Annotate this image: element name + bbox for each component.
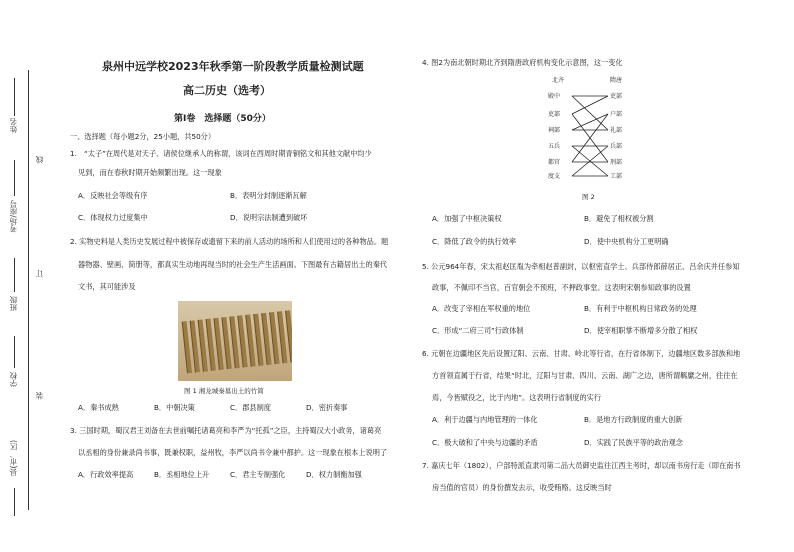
binding-line (28, 70, 29, 510)
binding-mark-ding: 订 (35, 270, 44, 278)
diagram-right-4: 刑部 (610, 159, 623, 166)
diagram-left-3: 五兵 (548, 143, 561, 150)
q3-line2: 以丞相的身份兼录尚书事，既兼权职，益州牧，李严以尚书令兼中都护。这一现象在根本上说明了 (78, 448, 388, 457)
q4-option-d[interactable]: D．使中央机构分工更明确 (584, 237, 669, 246)
q3-option-c[interactable]: C．君主专制强化 (230, 470, 286, 479)
q1-option-c[interactable]: C．体现权力过度集中 (78, 213, 148, 222)
q5-line1: 5. 公元964年春，宋太祖赵匡胤为牵相赵普副封，以枢密直学士、兵部侍郎薛居正、吕余庆并任参知 (422, 262, 740, 271)
diagram-left-2: 祠部 (548, 127, 561, 134)
q7-line2: 房当值的官员）的身份撰发去示，收受贿赂。这反映当时 (432, 483, 612, 492)
q6-option-b[interactable]: B．是地方行政制度的重大创新 (584, 415, 683, 424)
q6-option-d[interactable]: D．实践了民族平等的政治观念 (584, 438, 683, 447)
seat-label: 考场/座号 (9, 200, 18, 233)
q4-line1: 4. 图2为南北朝时期北齐到隋唐政府机构变化示意图，这一变化 (422, 58, 623, 67)
q5-option-b[interactable]: B．有利于中枢机构日常政务的处理 (584, 304, 697, 313)
q3-option-b[interactable]: B．丞相地位上升 (154, 470, 210, 479)
q5-option-c[interactable]: C．形成“二府三司”行政体制 (432, 326, 524, 335)
q5-line2: 政事，不佩印不当官，百官朝会不预班，不押政事堂。这表明宋朝参知政事的设置 (432, 283, 691, 292)
diagram-left-4: 都官 (548, 159, 561, 166)
q7-line1: 7. 嘉庆七年（1802），户部特派直隶司第二品大员御史监往江西主考时，却以南书房行走（即在南书 (422, 461, 741, 470)
seat-blank[interactable] (14, 160, 15, 196)
school-blank[interactable] (14, 336, 15, 368)
q6-line3: 焉，今皆赋役之，比于内地”。这表明行省制度的实行 (432, 393, 602, 402)
q5-option-d[interactable]: D．使宰相职掌不断增多分散了相权 (584, 326, 698, 335)
q4-option-b[interactable]: B．避免了相权被分割 (584, 214, 654, 223)
diagram-right-2: 礼部 (610, 127, 623, 134)
name-label: 姓名 (9, 118, 18, 133)
diagram-right-3: 兵部 (610, 143, 623, 150)
diagram-left-1: 吏部 (548, 111, 561, 118)
q3-option-a[interactable]: A．行政效率提高 (78, 470, 134, 479)
figure2-caption: 图 2 (582, 193, 595, 201)
figure1-caption: 图 1 湘龙城秦墓出土的竹简 (184, 387, 264, 395)
q1-option-d[interactable]: D．说明宗法制遭到破坏 (230, 213, 308, 222)
diagram-left-header: 北齐 (552, 77, 565, 84)
q2-option-d[interactable]: D．密折奏事 (306, 403, 348, 412)
school-label: 学校 (9, 372, 18, 387)
county-label: 县(市、区) (9, 440, 18, 476)
diagram-left-5: 度支 (548, 173, 561, 180)
q6-line2: 方首领直属于行省，结果“时北，辽阳与甘肃、四川、云南、湖广之边，唐所谓羁縻之州，往往在 (432, 371, 738, 380)
bamboo-slips-photo (178, 301, 292, 381)
instructions: 一、选择题（每小题2分，25小题，共50分） (70, 132, 216, 141)
q2-line3: 文书，其可能涉及 (78, 282, 136, 291)
binding-mark-zhuang: 装 (35, 392, 44, 400)
class-label: 班级 (9, 296, 18, 311)
diagram-right-5: 工部 (610, 173, 623, 180)
diagram-right-1: 户部 (610, 111, 623, 118)
q3-option-d[interactable]: D．权力制衡加强 (306, 470, 362, 479)
q2-option-a[interactable]: A．秦书成熟 (78, 403, 119, 412)
q2-option-b[interactable]: B．中朝决策 (154, 403, 195, 412)
name-blank[interactable] (14, 78, 15, 116)
diagram-right-0: 吏部 (610, 93, 623, 100)
class-blank[interactable] (14, 258, 15, 292)
q1-option-a[interactable]: A．反映社会等级有序 (78, 191, 148, 200)
q6-option-a[interactable]: A．利于边疆与内地管理的一体化 (432, 415, 538, 424)
county-blank[interactable] (14, 488, 15, 516)
section-title: 第Ⅰ卷 选择题（50分） (174, 114, 271, 124)
q3-line1: 3. 三国时期，蜀汉君王刘备在去世前嘱托诸葛亮和李严为“托孤”之臣，主持蜀汉大小政务，诸葛亮 (70, 426, 382, 435)
q2-line2: 器物器、壁画、简册等，都真实生动地再现当时的社会生产生活画面。下图最有古籍居出土的秦代 (78, 260, 388, 269)
q6-option-c[interactable]: C．极大破和了中央与边疆的矛盾 (432, 438, 538, 447)
binding-mark-xian: 线 (35, 156, 44, 164)
q2-line1: 2. 实物史料是人类历史发展过程中被保存或遗留下来的前人活动的场所和人们使用过的各种物品。题 (70, 237, 389, 246)
q4-option-a[interactable]: A．加强了中枢决策权 (432, 214, 502, 223)
q2-option-c[interactable]: C．郡县制度 (230, 403, 271, 412)
q6-line1: 6. 元朝在边疆地区先后设置辽阳、云南、甘肃、岭北等行省，在行省体制下，边疆地区数多部族和地 (422, 349, 741, 358)
q1-line2: 见到，而在春秋时期开始频繁出现。这一现象 (78, 168, 222, 177)
diagram-right-header: 隋唐 (610, 77, 623, 84)
q1-line1: 1. “太子”在周代是对天子、诸侯位继承人的称谓，该词在西周时期青铜铭文和其他文献中均少 (70, 149, 372, 158)
school-title: 泉州中远学校2023年秋季第一阶段教学质量检测试题 (102, 60, 364, 73)
subject-title: 高二历史（选考） (183, 84, 271, 97)
diagram-left-0: 殿中 (548, 93, 561, 100)
q1-option-b[interactable]: B．表明分封制逐渐瓦解 (230, 191, 307, 200)
q5-option-a[interactable]: A．改变了宰相在军权重的地位 (432, 304, 531, 313)
q4-option-c[interactable]: C．降低了政令的执行效率 (432, 237, 517, 246)
